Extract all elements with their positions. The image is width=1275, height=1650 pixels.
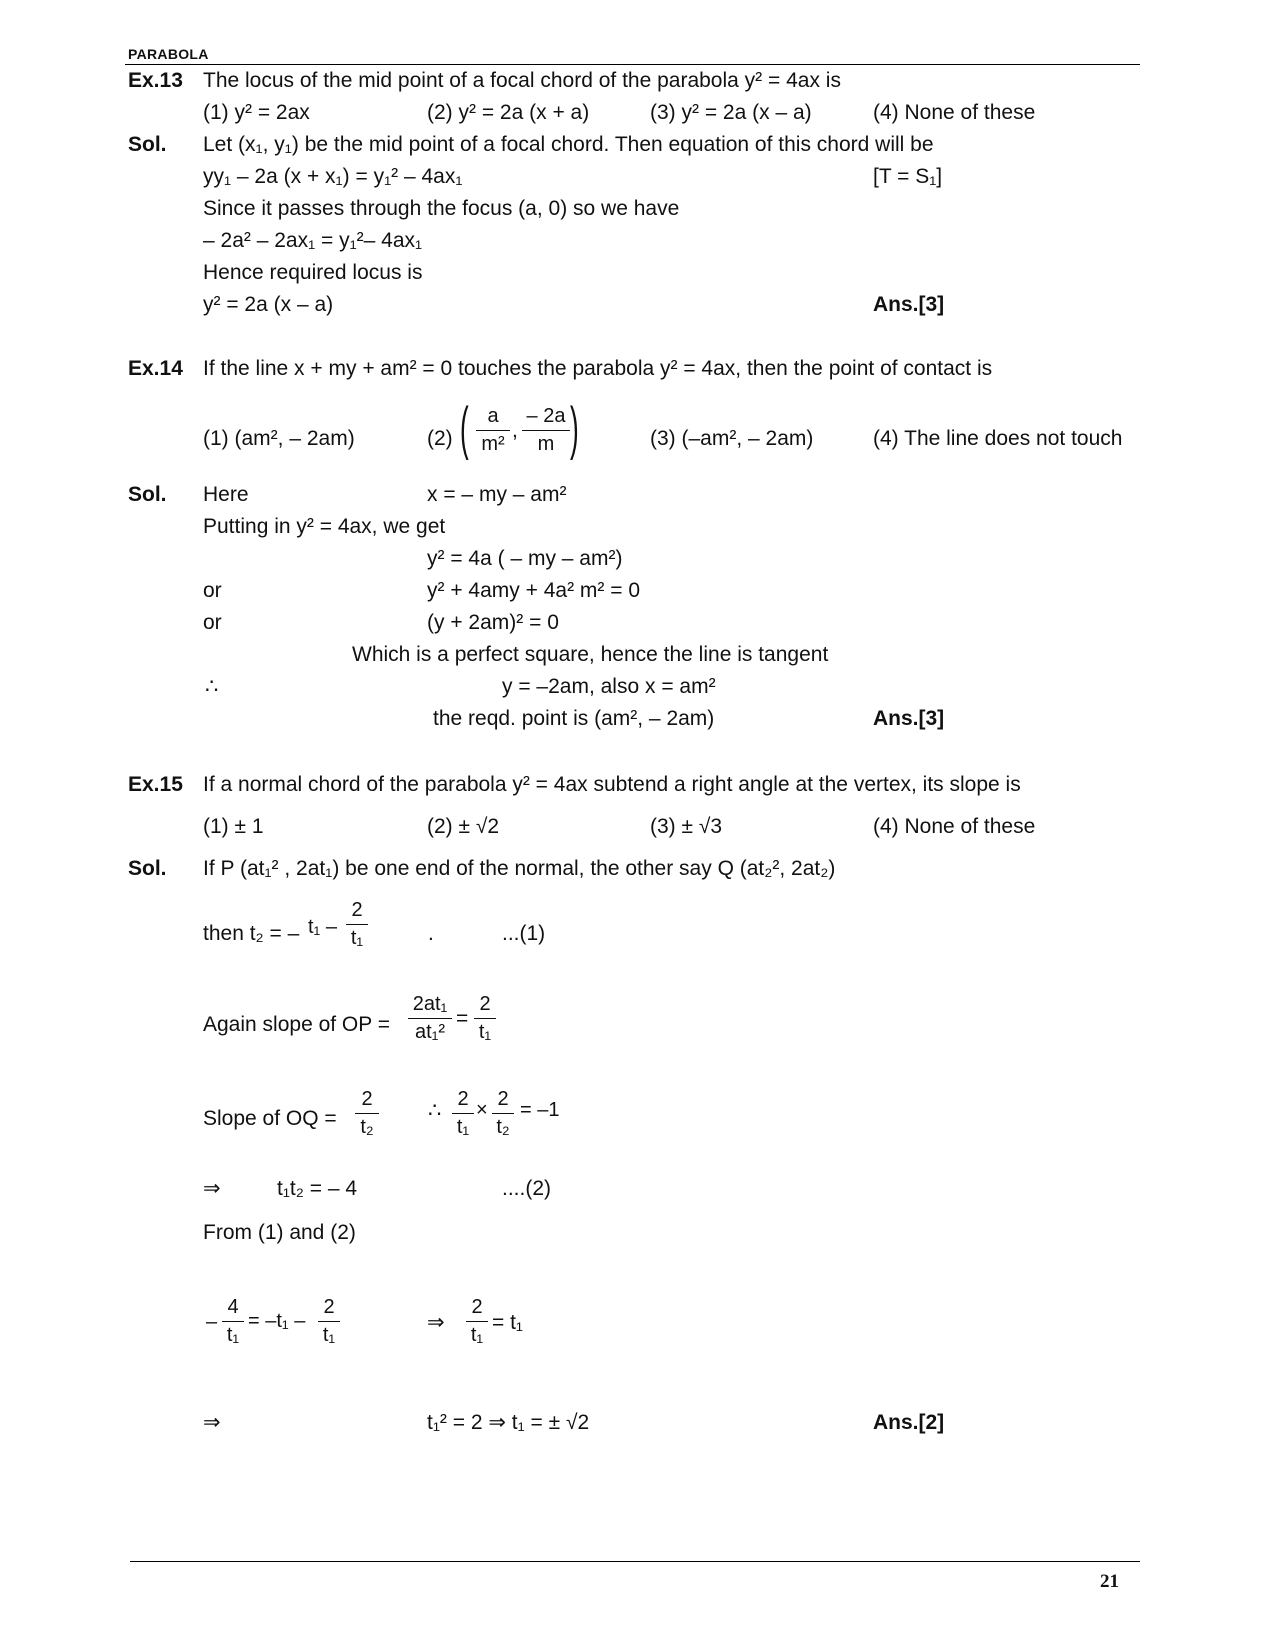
ex14-here: Here — [203, 483, 249, 506]
ex14-answer: Ans.[3] — [873, 707, 945, 730]
ex14-comma: , — [512, 419, 518, 442]
ex14-option-1: (1) (am², – 2am) — [203, 427, 355, 450]
ex13-sol-line1: Let (x₁, y₁) be the mid point of a focal chord. Then equation of this chord will be — [203, 133, 934, 156]
ex15-then-prefix: then t₂ = – — [203, 922, 300, 945]
ex13-option-4: (4) None of these — [873, 101, 1036, 124]
ex15-op-eq: = — [456, 1007, 469, 1030]
ex14-putting: Putting in y² = 4ax, we get — [203, 515, 446, 538]
ex15-sol-label: Sol. — [128, 857, 167, 880]
ex14-sol-label: Sol. — [128, 483, 167, 506]
ex14-eq4: y = –2am, also x = am² — [502, 675, 716, 698]
ex15-prod-den2: t₂ — [496, 1116, 510, 1138]
ex13-option-3: (3) y² = 2a (x – a) — [650, 101, 812, 124]
ex13-sol-line3: Since it passes through the focus (a, 0) so we have — [203, 197, 680, 220]
ex15-lhs-eq: = –t₁ – — [248, 1310, 306, 1332]
ex15-t1t2: t₁t₂ = – 4 — [277, 1177, 358, 1200]
ex13-option-1: (1) y² = 2ax — [203, 101, 310, 124]
ex15-then-den: t₁ — [350, 927, 364, 949]
ex13-label: Ex.13 — [128, 69, 183, 92]
ex15-lhs-num2: 2 — [323, 1296, 335, 1318]
ex14-option-3: (3) (–am², – 2am) — [650, 427, 814, 450]
ex14-therefore: ∴ — [205, 675, 219, 698]
ex15-prod-den1: t₁ — [456, 1116, 470, 1138]
ex15-option-2: (2) ± √2 — [427, 815, 500, 838]
footer-rule — [130, 1561, 1140, 1562]
ex13-option-2: (2) y² = 2a (x + a) — [427, 101, 590, 124]
ex14-here-eq: x = – my – am² — [427, 483, 567, 506]
ex14-option-2-frac1 — [476, 405, 510, 456]
ex14-or-2: or — [203, 611, 222, 634]
ex15-oq-den: t₂ — [360, 1116, 374, 1138]
ex15-answer: Ans.[2] — [873, 1411, 945, 1434]
ex15-lhs-minus: – — [206, 1311, 218, 1333]
ex15-prod-frac2 — [492, 1088, 514, 1139]
ex15-lhs-num: 4 — [227, 1296, 239, 1318]
ex15-implies-1: ⇒ — [203, 1177, 221, 1200]
ex15-lhs-frac — [222, 1296, 244, 1347]
ex15-lhs-frac2 — [318, 1296, 340, 1347]
ex15-slope-op-label: Again slope of OP = — [203, 1013, 390, 1036]
ex14-question: If the line x + my + am² = 0 touches the parabola y² = 4ax, then the point of contact is — [203, 357, 993, 380]
ex14-paren-left: ( — [460, 396, 469, 461]
ex15-slope-oq-label: Slope of OQ = — [203, 1107, 337, 1130]
ex13-sol-note: [T = S₁] — [873, 165, 943, 188]
ex15-op-den: at₁² — [414, 1021, 446, 1043]
ex14-eq3: (y + 2am)² = 0 — [427, 611, 559, 634]
ex15-prod-num2: 2 — [497, 1088, 509, 1110]
ex14-eq1: y² = 4a ( – my – am²) — [427, 547, 623, 570]
ex13-question: The locus of the mid point of a focal chord of the parabola y² = 4ax is — [203, 69, 841, 92]
ex15-label: Ex.15 — [128, 773, 183, 796]
ex15-oq-num: 2 — [361, 1088, 373, 1110]
header-rule — [125, 64, 1140, 65]
ex15-then-num: 2 — [351, 899, 363, 921]
ex15-lhs-den: t₁ — [226, 1324, 240, 1346]
ex14-frac1-den: m² — [481, 433, 505, 455]
ex15-rhs-num: 2 — [471, 1296, 483, 1318]
ex15-ref-2: ....(2) — [502, 1177, 552, 1200]
ex14-paren-right: ) — [570, 396, 579, 461]
ex15-option-3: (3) ± √3 — [650, 815, 723, 838]
ex15-times: × — [476, 1099, 488, 1121]
ex15-ref-1: ...(1) — [502, 922, 546, 945]
ex14-frac2-num: – 2a — [526, 405, 566, 427]
section-header: PARABOLA — [128, 46, 209, 62]
ex15-op-den2: t₁ — [478, 1021, 492, 1043]
ex13-sol-line4: – 2a² – 2ax₁ = y₁²– 4ax₁ — [203, 229, 423, 252]
ex15-prod-frac1 — [452, 1088, 474, 1139]
ex14-frac2-den: m — [537, 433, 555, 455]
ex14-option-2-prefix: (2) — [427, 427, 453, 450]
ex15-from: From (1) and (2) — [203, 1221, 356, 1244]
ex15-final: t₁² = 2 ⇒ t₁ = ± √2 — [427, 1411, 590, 1434]
ex15-lhs-den2: t₁ — [322, 1324, 336, 1346]
ex15-implies-3: ⇒ — [203, 1411, 221, 1434]
ex13-sol-line6: y² = 2a (x – a) — [203, 293, 334, 316]
ex14-eq2: y² + 4amy + 4a² m² = 0 — [427, 579, 640, 602]
ex14-point: the reqd. point is (am², – 2am) — [433, 707, 715, 730]
ex14-frac1-num: a — [487, 405, 499, 427]
ex15-sol-line1: If P (at₁² , 2at₁) be one end of the normal, the other say Q (at₂², 2at₂) — [203, 857, 836, 880]
ex15-dot: . — [428, 922, 434, 945]
ex13-sol-line2: yy₁ – 2a (x + x₁) = y₁² – 4ax₁ — [203, 165, 463, 188]
ex15-prod-eq: = –1 — [520, 1099, 560, 1121]
ex15-rhs-den: t₁ — [470, 1324, 484, 1346]
page-number: 21 — [1100, 1571, 1119, 1592]
ex15-op-num2: 2 — [479, 993, 491, 1015]
ex13-sol-line5: Hence required locus is — [203, 261, 423, 284]
ex15-implies-2: ⇒ — [427, 1311, 445, 1334]
ex14-label: Ex.14 — [128, 357, 183, 380]
ex15-op-frac1 — [408, 993, 452, 1044]
ex15-rhs-frac — [466, 1296, 488, 1347]
ex15-option-1: (1) ± 1 — [203, 815, 264, 838]
ex15-option-4: (4) None of these — [873, 815, 1036, 838]
ex15-op-num: 2at₁ — [412, 993, 448, 1015]
ex15-question: If a normal chord of the parabola y² = 4ax subtend a right angle at the vertex, its slope is — [203, 773, 1021, 796]
ex14-option-4: (4) The line does not touch — [873, 427, 1123, 450]
ex14-perfect-square: Which is a perfect square, hence the line is tangent — [352, 643, 829, 666]
ex15-op-frac2 — [474, 993, 496, 1044]
ex13-sol-label: Sol. — [128, 133, 167, 156]
ex14-option-2-frac2 — [522, 405, 570, 456]
ex15-rhs-eq: = t₁ — [492, 1311, 524, 1334]
ex13-answer: Ans.[3] — [873, 293, 945, 316]
ex15-prod-num1: 2 — [457, 1088, 469, 1110]
ex15-then-t1: t₁ – — [308, 916, 337, 938]
ex15-then-frac — [346, 899, 368, 950]
ex14-or-1: or — [203, 579, 222, 602]
ex15-oq-frac — [355, 1088, 379, 1139]
ex15-therefore: ∴ — [428, 1099, 442, 1122]
